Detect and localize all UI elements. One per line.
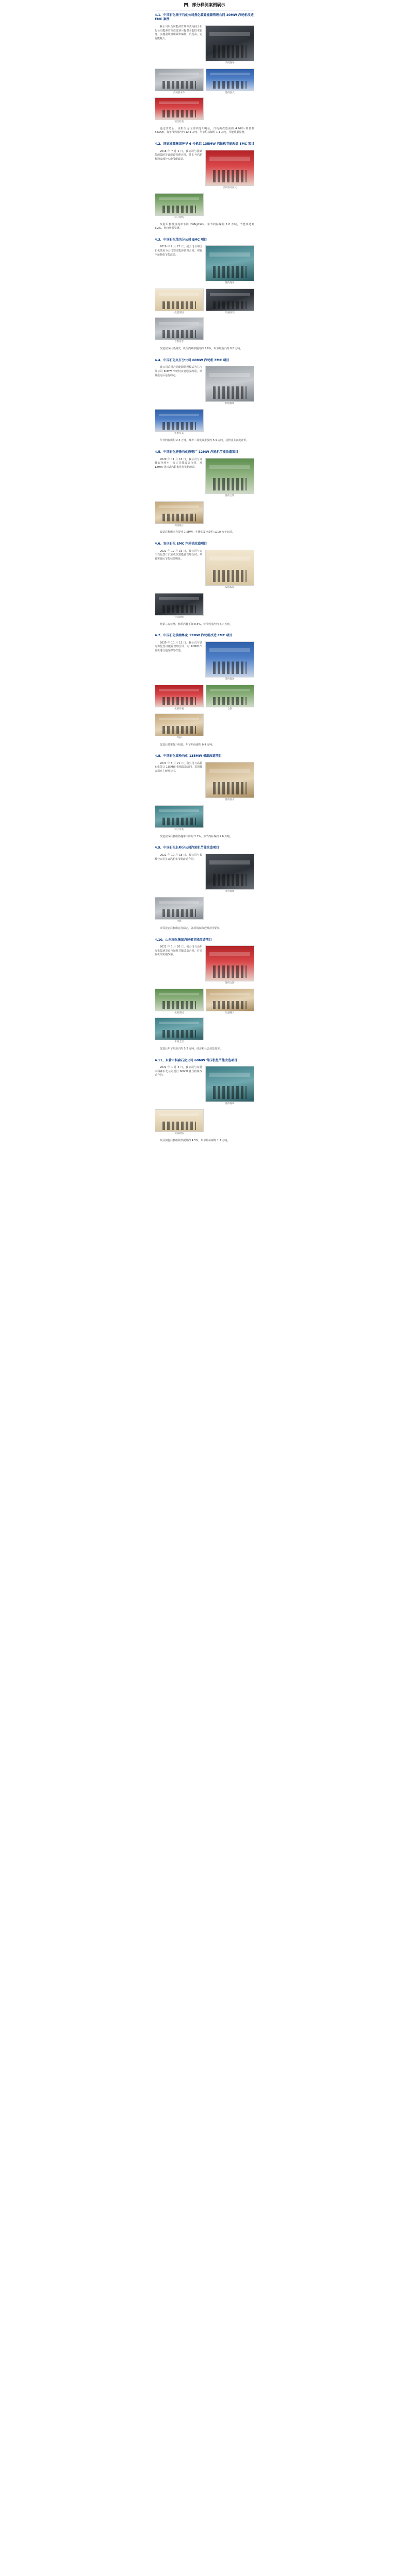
case-photo	[155, 409, 204, 436]
photo-grid	[155, 989, 254, 1044]
case-row	[155, 1066, 254, 1106]
photo-caption: 合同签订仪式	[223, 186, 237, 189]
case-row	[155, 223, 254, 231]
case-paragraph: 项目投运后机组运行稳定，各项指标均达到合同要求。	[160, 926, 222, 930]
case-photo	[205, 550, 254, 590]
case-photo	[205, 366, 254, 406]
case-paragraph: 2022 年 3 月 20 日，我公司与山东海化集团签订汽轮机节能改造合同，对多台机组实施改造。	[155, 945, 202, 957]
photo-image	[205, 945, 254, 981]
photo-highlight	[159, 1022, 199, 1024]
photo-caption: 机组现场	[174, 1011, 184, 1014]
case-heading: 4.8、中国石化高桥石化 135MW 机组改造项目	[155, 754, 222, 758]
photo-image	[155, 989, 204, 1011]
case-paragraph: 2019 年 9 月 22 日，我公司与中国石化茂名分公司签订能源管理合同，实施汽轮机组节能改造。	[155, 245, 202, 257]
photo-caption: 签约现场	[225, 1102, 235, 1105]
photo-image	[205, 366, 254, 402]
photo-caption: 机组现场	[225, 402, 235, 405]
photo-image	[155, 501, 204, 524]
photo-caption: 会议现场	[174, 616, 184, 619]
case-paragraph: 通过改造后，该机组运行效率提升明显，汽耗由改造前的 4.96t/h 降低到 3.67t/h，每年节约蒸汽约 12.4 万吨，年节约标煤约 1.1 万吨，节能效果显著。	[155, 127, 254, 134]
case-photo	[155, 317, 204, 344]
photo-image	[205, 150, 254, 186]
photo-caption: 车间全景	[174, 1040, 184, 1043]
case-photo	[205, 854, 254, 894]
cases-list	[155, 13, 254, 1143]
case-heading: 4.1、中国石化扬子石化公司焦化装置能源管理合同 20MW 汽轮机改造 EMC 案例	[155, 13, 254, 22]
photo-highlight	[209, 1073, 250, 1077]
case-photo	[205, 150, 254, 190]
photo-image	[155, 69, 204, 91]
case-photo	[205, 25, 254, 65]
photo-figures	[213, 45, 247, 58]
photo-figures	[162, 301, 196, 309]
photo-image	[205, 762, 254, 798]
photo-caption: 转子吊装	[174, 828, 184, 831]
photo-figures	[213, 81, 247, 89]
photo-image	[205, 854, 254, 890]
photo-highlight	[159, 689, 199, 691]
photo-image	[155, 685, 204, 707]
case-section	[155, 846, 254, 930]
photo-highlight	[159, 293, 199, 296]
photo-caption: 车间	[176, 736, 182, 739]
photo-highlight	[159, 597, 199, 600]
photo-grid	[155, 1109, 254, 1136]
photo-figures	[213, 386, 247, 399]
photo-caption: 转子现场	[174, 216, 184, 219]
photo-highlight	[159, 322, 199, 325]
photo-figures	[162, 1030, 196, 1038]
case-photo	[205, 245, 254, 285]
photo-highlight	[209, 952, 250, 956]
case-section	[155, 1059, 254, 1143]
case-photo	[155, 97, 204, 124]
photo-caption: 现场施工	[174, 524, 184, 527]
photo-figures	[162, 330, 196, 338]
case-paragraph: 改造完成后经测试，机组内效率提高约 5.6%，年节约蒸汽约 9.8 万吨。	[160, 347, 243, 351]
case-row	[155, 150, 254, 190]
photo-highlight	[209, 157, 250, 161]
case-row	[155, 1047, 254, 1052]
photo-highlight	[159, 993, 199, 995]
photo-image	[155, 1018, 204, 1040]
photo-grid	[155, 409, 254, 436]
photo-highlight	[159, 809, 199, 812]
photo-figures	[162, 818, 196, 825]
photo-caption: 报纸报道	[225, 586, 235, 589]
case-row	[155, 531, 254, 535]
case-row	[155, 641, 254, 682]
photo-caption: 签约现场	[225, 282, 235, 285]
case-section	[155, 754, 254, 839]
case-photo	[205, 945, 254, 986]
case-paragraph: 改造后年节约蒸汽约 5.2 万吨，经济和社会效益显著。	[160, 1047, 223, 1050]
photo-image	[205, 245, 254, 281]
photo-caption: 合影	[176, 920, 182, 923]
case-row	[155, 623, 254, 627]
case-section	[155, 542, 254, 626]
case-heading: 4.10、山东海化集团汽轮机节能改造项目	[155, 938, 212, 942]
photo-highlight	[209, 648, 250, 652]
case-paragraph: 改造后效率提升明显，年节约标煤约 0.9 万吨。	[160, 743, 215, 747]
photo-grid	[155, 193, 254, 220]
case-photo	[155, 193, 204, 220]
case-photo	[155, 1018, 204, 1044]
photo-image	[205, 1066, 254, 1102]
photo-highlight	[159, 73, 199, 75]
photo-caption: 签约现场	[225, 890, 235, 893]
photo-figures	[162, 110, 196, 117]
case-paragraph: 2021 年 8 月 21 日，我公司与高桥石化签订 135MW 机组改造合同，采用我公司自主研发技术。	[155, 761, 202, 773]
case-paragraph: 我公司采用合同能源管理模式为九江分公司 60MW 汽轮机实施通流改造，项目投运后运行稳定。	[155, 366, 202, 377]
case-row	[155, 927, 254, 931]
case-section	[155, 142, 254, 231]
case-section	[155, 359, 254, 443]
case-heading: 4.2、国家能源集团神华 6 号机组 135MW 汽轮机节能改造 EMC 项目	[155, 142, 254, 146]
photo-highlight	[209, 373, 250, 377]
photo-figures	[213, 266, 247, 278]
case-photo	[155, 805, 204, 832]
case-paragraph: 2020 年 10 月 13 日，我公司与镇海炼化签订能源管理合同，对 12MW 汽轮机进行通流部分改造。	[155, 641, 202, 653]
case-row	[155, 854, 254, 894]
case-row	[155, 762, 254, 802]
photo-highlight	[209, 769, 250, 773]
case-paragraph: 2021 年 10 月 18 日，我公司与长岭分公司签订汽轮机节能改造合同。	[155, 853, 202, 861]
photo-highlight	[159, 101, 199, 104]
case-photo	[155, 501, 204, 528]
photo-figures	[213, 570, 247, 582]
photo-image	[155, 317, 204, 340]
photo-image	[205, 25, 254, 61]
case-row	[155, 1139, 254, 1143]
page-title: 四、部分样例案例展示	[155, 0, 254, 10]
photo-caption: 设备照片	[225, 1011, 235, 1014]
case-row	[155, 245, 254, 285]
photo-highlight	[210, 993, 250, 995]
photo-figures	[213, 782, 247, 794]
photo-figures	[213, 874, 247, 886]
case-heading: 4.5、中国石化齐鲁石化热电厂 12MW 汽轮机节能改造项目	[155, 450, 238, 454]
case-section	[155, 450, 254, 535]
photo-image	[155, 97, 204, 120]
photo-figures	[162, 1001, 196, 1009]
photo-image	[206, 289, 255, 311]
case-photo	[155, 714, 204, 740]
case-heading: 4.4、中国石化九江分公司 60MW 汽轮机 EMC 项目	[155, 359, 230, 363]
photo-figures	[162, 605, 196, 613]
case-row	[155, 458, 254, 498]
photo-figures	[213, 697, 247, 705]
case-row	[155, 835, 254, 839]
case-photo	[205, 641, 254, 682]
photo-figures	[162, 422, 196, 430]
case-photo	[155, 289, 204, 315]
photo-caption: 机组外观	[174, 707, 184, 710]
photo-caption: 车间现场	[225, 61, 235, 64]
case-heading: 4.7、中国石化镇海炼化 12MW 汽轮机改造 EMC 项目	[155, 634, 233, 638]
case-row	[155, 743, 254, 748]
photo-image	[155, 1109, 204, 1132]
photo-caption: 签约合影	[225, 494, 235, 497]
photo-highlight	[209, 556, 250, 561]
photo-image	[155, 805, 204, 828]
photo-caption: 签约仪式	[174, 432, 184, 435]
photo-highlight	[159, 718, 199, 720]
photo-caption: 项目验收	[174, 120, 184, 123]
photo-image	[205, 641, 254, 677]
case-photo	[206, 989, 255, 1015]
photo-caption: 签约仪式	[225, 798, 235, 801]
photo-image	[155, 193, 204, 216]
photo-figures	[162, 697, 196, 705]
case-photo	[155, 1109, 204, 1136]
case-row	[155, 25, 254, 65]
photo-image	[206, 685, 255, 707]
photo-grid	[155, 69, 254, 124]
case-heading: 4.11、东营市科森石化公司 60MW 背压机组节能改造项目	[155, 1058, 237, 1062]
case-paragraph: 改造后机组热耗率下降 248kJ/kWh，年节约标煤约 1.8 万吨，节能率达到 3.2%，经济效益显著。	[155, 223, 254, 230]
photo-figures	[162, 81, 196, 89]
case-paragraph: 2022 年 1 月 5 日，我公司与东营市科森石化公司签订 60MW 背压机组改造合同。	[155, 1065, 202, 1077]
case-paragraph: 年节约标煤约 2.3 万吨，减少二氧化碳排放约 5.9 万吨，获得业主高度评价。	[160, 439, 249, 443]
photo-caption: 设备现场	[174, 1132, 184, 1135]
photo-caption: 签约合影	[225, 981, 235, 985]
photo-image	[205, 458, 254, 494]
case-photo	[155, 897, 204, 924]
photo-figures	[213, 301, 247, 309]
photo-highlight	[159, 1113, 199, 1116]
case-photo	[206, 685, 255, 711]
photo-highlight	[159, 414, 199, 416]
photo-figures	[162, 514, 196, 521]
photo-caption: 汽轮机本体	[173, 91, 185, 94]
case-paragraph: 2021 年 12 月 16 日，我公司与安庆石化签订汽轮机改造能源管理合同，项目实施后节能效果明显。	[155, 549, 202, 561]
photo-grid	[155, 805, 254, 832]
photo-highlight	[210, 293, 250, 296]
case-paragraph: 经第三方检测，机组汽耗下降 8.5%，年节约蒸汽约 6.7 万吨。	[160, 622, 233, 626]
case-photo	[155, 989, 204, 1015]
case-section	[155, 13, 254, 135]
photo-figures	[213, 170, 247, 182]
case-section	[155, 938, 254, 1052]
case-paragraph: 2020 年 11 月 16 日，我公司与齐鲁石化热电厂签订节能改造合同，对 12MW 背压式汽轮机进行优化改造。	[155, 457, 202, 469]
photo-caption: 签约现场	[225, 677, 235, 681]
photo-highlight	[210, 689, 250, 691]
photo-highlight	[209, 465, 250, 469]
case-row	[155, 550, 254, 590]
photo-highlight	[159, 901, 199, 904]
case-photo	[206, 289, 255, 315]
photo-image	[205, 550, 254, 586]
photo-image	[155, 289, 204, 311]
case-photo	[205, 458, 254, 498]
photo-figures	[162, 1122, 196, 1129]
case-photo	[205, 762, 254, 802]
case-paragraph: 改造后机组出力提升 1.5MW，年增加发电量约 1100 万千瓦时。	[160, 531, 235, 534]
photo-figures	[213, 1001, 247, 1009]
photo-image	[155, 409, 204, 432]
photo-image	[155, 714, 204, 736]
photo-highlight	[209, 32, 250, 36]
case-paragraph: 项目实施后机组效率提升约 4.5%，年节约标煤约 1.7 万吨。	[160, 1139, 230, 1142]
photo-highlight	[210, 73, 250, 75]
case-photo	[205, 1066, 254, 1106]
case-section	[155, 238, 254, 351]
photo-highlight	[209, 860, 250, 865]
case-paragraph: 改造完成后机组热耗率下降约 3.1%，年节约标煤约 2.6 万吨。	[160, 835, 233, 838]
photo-figures	[162, 206, 196, 213]
case-heading: 4.3、中国石化茂名分公司 EMC 项目	[155, 238, 207, 242]
case-row	[155, 945, 254, 986]
case-photo	[155, 593, 204, 620]
photo-grid	[155, 897, 254, 924]
photo-caption: 合影	[227, 707, 233, 710]
case-row	[155, 347, 254, 351]
photo-image	[155, 897, 204, 920]
case-paragraph: 2018 年 7 月 2 日，我公司与国家能源集团签订能源管理合同，对 6 号汽轮机通流部分实施节能改造。	[155, 149, 202, 161]
photo-image	[155, 593, 204, 616]
case-row	[155, 127, 254, 135]
photo-image	[206, 989, 255, 1011]
photo-figures	[213, 1086, 247, 1098]
case-row	[155, 366, 254, 406]
case-photo	[206, 69, 255, 95]
case-photo	[155, 69, 204, 95]
photo-grid	[155, 501, 254, 528]
photo-highlight	[209, 252, 250, 257]
photo-figures	[213, 662, 247, 674]
photo-highlight	[159, 197, 199, 200]
case-heading: 4.6、安庆石化 EMC 汽轮机改造项目	[155, 542, 207, 546]
case-photo	[155, 685, 204, 711]
case-row	[155, 439, 254, 443]
photo-caption: 合影留念	[174, 341, 184, 344]
photo-figures	[213, 478, 247, 490]
photo-image	[206, 69, 255, 91]
case-heading: 4.9、中国石化长岭分公司汽轮机节能改造项目	[155, 846, 219, 850]
photo-highlight	[159, 505, 199, 508]
photo-figures	[213, 965, 247, 978]
photo-figures	[162, 726, 196, 734]
photo-caption: 签约仪式	[225, 91, 235, 94]
case-section	[155, 634, 254, 747]
photo-grid	[155, 685, 254, 740]
photo-caption: 设备安装	[225, 312, 235, 315]
photo-grid	[155, 289, 254, 344]
case-paragraph: 我公司以合同能源管理方式为扬子石化公司能源管理改造项目提供全套技术服务，实施前该机组效率偏低，汽耗高，运行能耗大。	[155, 25, 202, 41]
photo-caption: 改造现场	[174, 312, 184, 315]
photo-grid	[155, 593, 254, 620]
photo-figures	[162, 909, 196, 917]
